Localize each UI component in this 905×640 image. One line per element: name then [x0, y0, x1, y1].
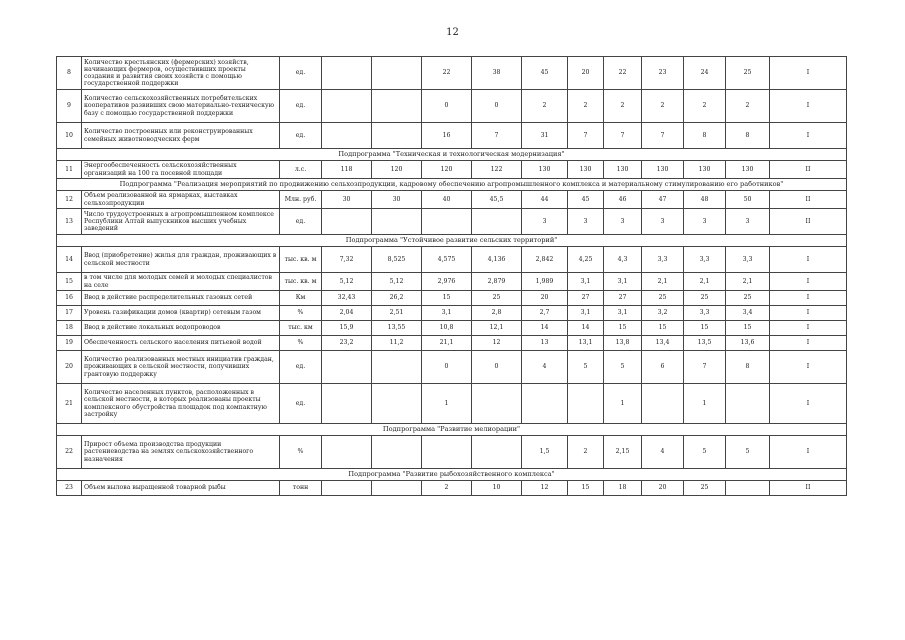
group-cell: I	[770, 321, 847, 336]
value-cell: 12	[522, 481, 568, 496]
value-cell: 130	[684, 161, 726, 179]
row-number: 9	[57, 90, 82, 123]
value-cell: 3,1	[604, 306, 642, 321]
value-cell: 25	[726, 291, 770, 306]
unit-cell: ед.	[280, 57, 322, 90]
value-cell: 12,1	[472, 321, 522, 336]
value-cell: 22	[604, 57, 642, 90]
value-cell	[642, 384, 684, 424]
value-cell: 11,2	[372, 336, 422, 351]
value-cell: 8,525	[372, 247, 422, 273]
group-cell: I	[770, 90, 847, 123]
value-cell: 13	[522, 336, 568, 351]
value-cell: 2,7	[522, 306, 568, 321]
value-cell: 3,1	[568, 306, 604, 321]
value-cell: 3,1	[422, 306, 472, 321]
value-cell	[372, 436, 422, 469]
row-number: 8	[57, 57, 82, 90]
subprogram-title: Подпрограмма "Реализация мероприятий по продвижению сельхозпродукции, кадровому обеспечению агропромышленного комплекса и материальному стимулированию его работников"	[57, 179, 847, 191]
row-number: 14	[57, 247, 82, 273]
value-cell: 3	[642, 209, 684, 235]
value-cell: 15	[422, 291, 472, 306]
value-cell: 15	[726, 321, 770, 336]
row-number: 17	[57, 306, 82, 321]
row-number: 13	[57, 209, 82, 235]
value-cell: 2,15	[604, 436, 642, 469]
group-cell: I	[770, 273, 847, 291]
unit-cell: ед.	[280, 209, 322, 235]
group-cell: II	[770, 209, 847, 235]
value-cell: 3,3	[684, 306, 726, 321]
value-cell: 122	[472, 161, 522, 179]
unit-cell: ед.	[280, 384, 322, 424]
value-cell	[472, 384, 522, 424]
indicator-name: Объем реализованной на ярмарках, выставках сельхозпродукции	[82, 191, 280, 209]
unit-cell: тыс. кв. м	[280, 273, 322, 291]
value-cell: 7,32	[322, 247, 372, 273]
value-cell: 8	[726, 123, 770, 149]
indicator-row	[57, 291, 847, 306]
value-cell: 7	[472, 123, 522, 149]
value-cell	[322, 384, 372, 424]
indicator-name: Энергообеспеченность сельскохозяйственных организаций на 100 га посевной площади	[82, 161, 280, 179]
value-cell: 15	[642, 321, 684, 336]
value-cell: 4,575	[422, 247, 472, 273]
indicator-name: Ввод (приобретение) жилья для граждан, проживающих в сельской местности	[82, 247, 280, 273]
value-cell: 40	[422, 191, 472, 209]
value-cell: 8	[726, 351, 770, 384]
value-cell: 20	[568, 57, 604, 90]
value-cell: 1	[604, 384, 642, 424]
value-cell: 2,879	[472, 273, 522, 291]
value-cell: 45	[568, 191, 604, 209]
subprogram-row	[57, 235, 847, 247]
value-cell: 18	[604, 481, 642, 496]
value-cell: 21,1	[422, 336, 472, 351]
indicator-row	[57, 191, 847, 209]
value-cell: 4,3	[604, 247, 642, 273]
value-cell: 25	[726, 57, 770, 90]
value-cell	[372, 90, 422, 123]
indicators-table	[56, 56, 847, 496]
value-cell: 0	[422, 90, 472, 123]
value-cell: 3,1	[568, 273, 604, 291]
value-cell: 25	[472, 291, 522, 306]
group-cell: II	[770, 191, 847, 209]
unit-cell: ед.	[280, 351, 322, 384]
value-cell	[726, 384, 770, 424]
value-cell: 118	[322, 161, 372, 179]
subprogram-title: Подпрограмма "Развитие рыбохозяйственного комплекса"	[57, 469, 847, 481]
value-cell: 5,12	[322, 273, 372, 291]
value-cell: 3,3	[726, 247, 770, 273]
row-number: 11	[57, 161, 82, 179]
value-cell: 3,4	[726, 306, 770, 321]
value-cell: 5	[604, 351, 642, 384]
value-cell: 45,5	[472, 191, 522, 209]
row-number: 20	[57, 351, 82, 384]
value-cell: 15	[568, 481, 604, 496]
value-cell: 26,2	[372, 291, 422, 306]
value-cell: 50	[726, 191, 770, 209]
value-cell: 46	[604, 191, 642, 209]
table-body	[57, 57, 847, 496]
value-cell: 3,1	[604, 273, 642, 291]
value-cell: 3,3	[684, 247, 726, 273]
value-cell: 30	[322, 191, 372, 209]
row-number: 16	[57, 291, 82, 306]
unit-cell: тыс. кв. м	[280, 247, 322, 273]
value-cell: 38	[472, 57, 522, 90]
value-cell	[372, 123, 422, 149]
value-cell: 48	[684, 191, 726, 209]
value-cell: 45	[522, 57, 568, 90]
group-cell: I	[770, 291, 847, 306]
value-cell: 15	[604, 321, 642, 336]
subprogram-title: Подпрограмма "Устойчивое развитие сельских территорий"	[57, 235, 847, 247]
indicator-row	[57, 161, 847, 179]
indicator-row	[57, 247, 847, 273]
value-cell: 130	[604, 161, 642, 179]
value-cell: 1	[684, 384, 726, 424]
indicator-name: Количество населенных пунктов, расположенных в сельской местности, в которых реализованы проекты комплексного обустройства площадок под компактную застройку	[82, 384, 280, 424]
subprogram-row	[57, 469, 847, 481]
value-cell: 6	[642, 351, 684, 384]
value-cell: 30	[372, 191, 422, 209]
value-cell: 7	[642, 123, 684, 149]
value-cell	[322, 481, 372, 496]
value-cell: 10	[472, 481, 522, 496]
value-cell: 1,989	[522, 273, 568, 291]
value-cell: 3	[684, 209, 726, 235]
value-cell: 3,3	[642, 247, 684, 273]
indicator-row	[57, 273, 847, 291]
indicator-row	[57, 336, 847, 351]
value-cell: 7	[604, 123, 642, 149]
group-cell: I	[770, 384, 847, 424]
value-cell: 8	[684, 123, 726, 149]
indicator-name: Объем вылова выращенной товарной рыбы	[82, 481, 280, 496]
unit-cell: тыс. км	[280, 321, 322, 336]
value-cell	[568, 384, 604, 424]
value-cell: 0	[472, 90, 522, 123]
value-cell	[372, 57, 422, 90]
value-cell	[472, 436, 522, 469]
value-cell: 2,1	[726, 273, 770, 291]
value-cell	[472, 209, 522, 235]
value-cell: 2	[568, 90, 604, 123]
value-cell: 44	[522, 191, 568, 209]
unit-cell: Км	[280, 291, 322, 306]
value-cell: 2,51	[372, 306, 422, 321]
indicator-row	[57, 384, 847, 424]
value-cell: 0	[422, 351, 472, 384]
value-cell: 4,25	[568, 247, 604, 273]
value-cell: 25	[642, 291, 684, 306]
unit-cell: л.с.	[280, 161, 322, 179]
value-cell	[372, 351, 422, 384]
value-cell: 24	[684, 57, 726, 90]
value-cell: 25	[684, 481, 726, 496]
row-number: 18	[57, 321, 82, 336]
indicator-row	[57, 306, 847, 321]
value-cell: 16	[422, 123, 472, 149]
value-cell: 2	[642, 90, 684, 123]
indicator-name: Количество реализованных местных инициатив граждан, проживающих в сельской местности, получивших грантовую поддержку	[82, 351, 280, 384]
value-cell	[322, 57, 372, 90]
value-cell: 2	[568, 436, 604, 469]
indicator-row	[57, 481, 847, 496]
row-number: 15	[57, 273, 82, 291]
value-cell	[322, 90, 372, 123]
value-cell: 3,2	[642, 306, 684, 321]
value-cell: 2,8	[472, 306, 522, 321]
value-cell	[372, 209, 422, 235]
value-cell: 0	[472, 351, 522, 384]
value-cell: 20	[642, 481, 684, 496]
indicator-row	[57, 57, 847, 90]
value-cell: 31	[522, 123, 568, 149]
value-cell	[522, 384, 568, 424]
value-cell: 25	[684, 291, 726, 306]
indicator-row	[57, 90, 847, 123]
value-cell	[322, 209, 372, 235]
value-cell: 10,8	[422, 321, 472, 336]
value-cell: 5,12	[372, 273, 422, 291]
value-cell: 3	[522, 209, 568, 235]
page-number: 12	[446, 27, 459, 38]
value-cell: 47	[642, 191, 684, 209]
value-cell	[372, 481, 422, 496]
unit-cell: ед.	[280, 123, 322, 149]
value-cell: 3	[726, 209, 770, 235]
value-cell: 3	[604, 209, 642, 235]
group-cell: I	[770, 306, 847, 321]
value-cell: 27	[604, 291, 642, 306]
value-cell: 2,976	[422, 273, 472, 291]
subprogram-title: Подпрограмма "Развитие мелиорации"	[57, 424, 847, 436]
value-cell	[372, 384, 422, 424]
value-cell: 120	[422, 161, 472, 179]
row-number: 19	[57, 336, 82, 351]
group-cell: I	[770, 123, 847, 149]
value-cell: 7	[684, 351, 726, 384]
value-cell: 130	[642, 161, 684, 179]
value-cell: 5	[726, 436, 770, 469]
subprogram-row	[57, 149, 847, 161]
group-cell: I	[770, 436, 847, 469]
indicator-row	[57, 321, 847, 336]
indicator-name: Прирост объема производства продукции растениеводства на землях сельскохозяйственного назначения	[82, 436, 280, 469]
value-cell: 13,8	[604, 336, 642, 351]
value-cell	[322, 351, 372, 384]
value-cell: 15,9	[322, 321, 372, 336]
value-cell: 5	[684, 436, 726, 469]
value-cell: 15	[684, 321, 726, 336]
value-cell: 32,43	[322, 291, 372, 306]
value-cell: 27	[568, 291, 604, 306]
value-cell: 120	[372, 161, 422, 179]
subprogram-row	[57, 424, 847, 436]
indicator-row	[57, 436, 847, 469]
indicator-name: Количество сельскохозяйственных потребительских кооперативов развивших свою материально-техническую базу с помощью государственной поддержки	[82, 90, 280, 123]
group-cell: II	[770, 161, 847, 179]
row-number: 21	[57, 384, 82, 424]
indicator-name: Обеспеченность сельского населения питьевой водой	[82, 336, 280, 351]
value-cell: 3	[568, 209, 604, 235]
row-number: 10	[57, 123, 82, 149]
row-number: 12	[57, 191, 82, 209]
indicator-name: в том числе для молодых семей и молодых специалистов на селе	[82, 273, 280, 291]
indicator-name: Количество построенных или реконструированных семейных животноводческих ферм	[82, 123, 280, 149]
unit-cell: %	[280, 336, 322, 351]
value-cell: 4	[642, 436, 684, 469]
value-cell: 2,1	[684, 273, 726, 291]
group-cell: I	[770, 336, 847, 351]
value-cell	[422, 209, 472, 235]
value-cell: 23,2	[322, 336, 372, 351]
subprogram-title: Подпрограмма "Техническая и технологическая модернизация"	[57, 149, 847, 161]
value-cell: 23	[642, 57, 684, 90]
indicator-row	[57, 351, 847, 384]
value-cell: 22	[422, 57, 472, 90]
value-cell: 2	[604, 90, 642, 123]
value-cell	[322, 436, 372, 469]
value-cell: 2	[422, 481, 472, 496]
value-cell: 14	[568, 321, 604, 336]
unit-cell: %	[280, 306, 322, 321]
value-cell: 130	[726, 161, 770, 179]
group-cell: I	[770, 57, 847, 90]
value-cell: 14	[522, 321, 568, 336]
value-cell: 13,5	[684, 336, 726, 351]
indicator-name: Ввод в действие локальных водопроводов	[82, 321, 280, 336]
value-cell: 13,4	[642, 336, 684, 351]
value-cell: 2,1	[642, 273, 684, 291]
value-cell: 2,04	[322, 306, 372, 321]
value-cell: 1,5	[522, 436, 568, 469]
value-cell	[726, 481, 770, 496]
indicator-row	[57, 123, 847, 149]
unit-cell: ед.	[280, 90, 322, 123]
value-cell: 4	[522, 351, 568, 384]
group-cell: I	[770, 247, 847, 273]
value-cell: 2,842	[522, 247, 568, 273]
value-cell: 2	[522, 90, 568, 123]
value-cell: 130	[522, 161, 568, 179]
indicator-row	[57, 209, 847, 235]
value-cell: 130	[568, 161, 604, 179]
indicator-name: Уровень газификации домов (квартир) сетевым газом	[82, 306, 280, 321]
value-cell: 13,1	[568, 336, 604, 351]
subprogram-row	[57, 179, 847, 191]
value-cell: 7	[568, 123, 604, 149]
indicator-name: Число трудоустроенных в агропромышленном комплексе Республики Алтай выпускников высших учебных заведений	[82, 209, 280, 235]
value-cell: 2	[726, 90, 770, 123]
group-cell: I	[770, 351, 847, 384]
indicator-name: Ввод в действие распределительных газовых сетей	[82, 291, 280, 306]
value-cell: 1	[422, 384, 472, 424]
value-cell: 13,6	[726, 336, 770, 351]
unit-cell: %	[280, 436, 322, 469]
value-cell: 4,136	[472, 247, 522, 273]
indicator-name: Количество крестьянских (фермерских) хозяйств, начинающих фермеров, осуществивших проекты создания и развития своих хозяйств с помощью государственной поддержки	[82, 57, 280, 90]
row-number: 22	[57, 436, 82, 469]
row-number: 23	[57, 481, 82, 496]
unit-cell: Млн. руб.	[280, 191, 322, 209]
value-cell: 20	[522, 291, 568, 306]
group-cell: II	[770, 481, 847, 496]
value-cell	[322, 123, 372, 149]
value-cell: 12	[472, 336, 522, 351]
value-cell	[422, 436, 472, 469]
value-cell: 2	[684, 90, 726, 123]
value-cell: 5	[568, 351, 604, 384]
unit-cell: тонн	[280, 481, 322, 496]
value-cell: 13,55	[372, 321, 422, 336]
